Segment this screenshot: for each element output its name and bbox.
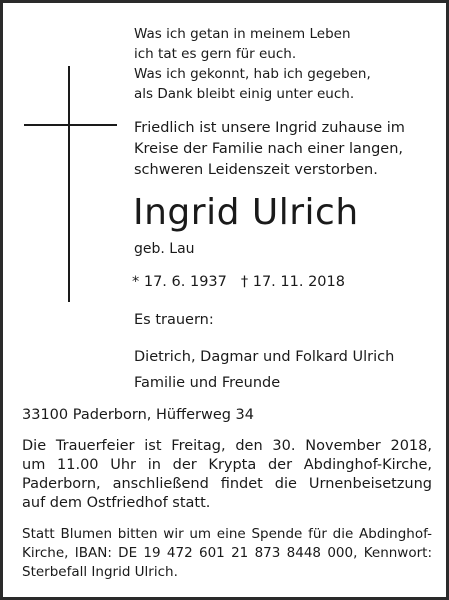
intro-line: schweren Leidenszeit verstorben. xyxy=(134,162,378,178)
donation-line: Sterbefall Ingrid Ulrich. xyxy=(22,564,178,580)
intro-line: Kreise der Familie nach einer langen, xyxy=(134,141,404,157)
mourners-label: Es trauern: xyxy=(134,312,214,328)
cross-icon-horizontal-bar xyxy=(24,124,117,126)
intro-text xyxy=(134,118,405,181)
maiden-name: geb. Lau xyxy=(134,241,195,257)
service-line: Paderborn, anschließend findet die Urnenbeisetzung xyxy=(22,476,432,492)
poem-line: ich tat es gern für euch. xyxy=(134,46,297,62)
service-details xyxy=(22,437,432,513)
poem xyxy=(134,24,371,104)
donation-line: Statt Blumen bitten wir um eine Spende für die Abdinghof- xyxy=(22,526,432,542)
service-line: um 11.00 Uhr in der Krypta der Abdinghof-Kirche, xyxy=(22,457,432,473)
birth-date: * 17. 6. 1937 xyxy=(132,274,227,290)
life-dates xyxy=(132,271,345,293)
mourner-line: Dietrich, Dagmar und Folkard Ulrich xyxy=(134,349,395,365)
poem-line: Was ich gekonnt, hab ich gegeben, xyxy=(134,66,371,82)
address: 33100 Paderborn, Hüfferweg 34 xyxy=(22,407,254,423)
cross-icon-vertical-bar xyxy=(68,66,70,302)
poem-line: Was ich getan in meinem Leben xyxy=(134,26,351,42)
poem-line: als Dank bleibt einig unter euch. xyxy=(134,86,355,102)
donation-line: Kirche, IBAN: DE 19 472 601 21 873 8448 000, Kennwort: xyxy=(22,545,432,561)
service-line: Die Trauerfeier ist Freitag, den 30. November 2018, xyxy=(22,438,432,454)
mourner-line: Familie und Freunde xyxy=(134,375,281,391)
service-line: auf dem Ostfriedhof statt. xyxy=(22,495,211,511)
intro-line: Friedlich ist unsere Ingrid zuhause im xyxy=(134,120,405,136)
death-date: † 17. 11. 2018 xyxy=(240,274,345,290)
donation-request xyxy=(22,525,432,582)
deceased-name: Ingrid Ulrich xyxy=(133,192,359,233)
mourners-list xyxy=(134,344,394,396)
